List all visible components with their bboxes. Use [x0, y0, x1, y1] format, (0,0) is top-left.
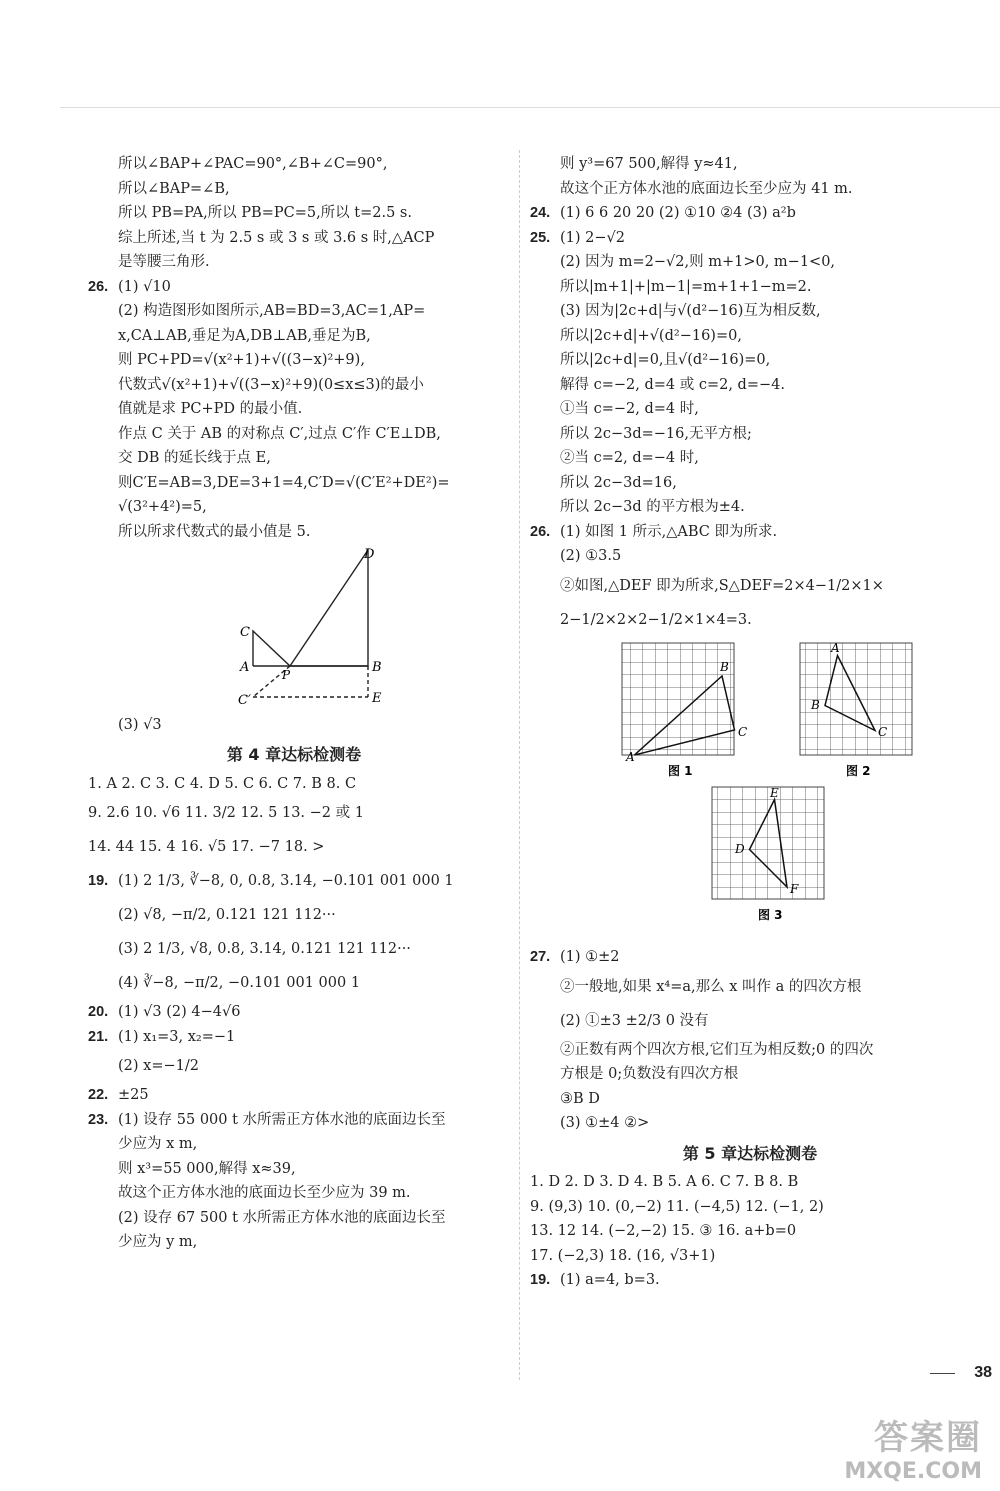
- text-line: (3) ①±4 ②>: [560, 1115, 650, 1131]
- text-line: 综上所述,当 t 为 2.5 s 或 3 s 或 3.6 s 时,△ACP: [118, 229, 435, 246]
- question-20: 20. (1) √3 (2) 4−4√6: [88, 1004, 241, 1020]
- text-line: (2) 构造图形如图所示,AB=BD=3,AC=1,AP=: [118, 303, 426, 319]
- text-line: 解得 c=−2, d=4 或 c=2, d=−4.: [560, 376, 785, 393]
- text-line: ②正数有两个四次方根,它们互为相反数;0 的四次: [560, 1041, 874, 1058]
- text-line: √(3²+4²)=5,: [118, 499, 207, 515]
- question-26: 26. (1) √10: [88, 275, 500, 300]
- text-line: ②一般地,如果 x⁴=a,那么 x 叫作 a 的四次方根: [560, 978, 862, 995]
- text-line: 则 x³=55 000,解得 x≈39,: [118, 1160, 296, 1177]
- question-19: 19. (1) 2 1/3, ∛−8, 0, 0.8, 3.14, −0.101 001 000 1: [88, 864, 500, 898]
- question-19: 19. (1) a=4, b=3.: [530, 1272, 660, 1288]
- svg-text:A: A: [831, 640, 840, 655]
- svg-text:C: C: [240, 625, 250, 640]
- text-line: 所以 2c−3d=−16,无平方根;: [560, 425, 752, 442]
- text-line: 值就是求 PC+PD 的最小值.: [118, 401, 303, 417]
- text-line: (2) 设存 67 500 t 水所需正方体水池的底面边长至: [118, 1209, 446, 1226]
- text-line: 则 y³=67 500,解得 y≈41,: [560, 156, 738, 172]
- svg-text:E: E: [372, 691, 382, 704]
- page-number: 38: [974, 1364, 992, 1381]
- grid-1: [622, 643, 734, 755]
- text-line: 所以所求代数式的最小值是 5.: [118, 523, 311, 540]
- grid-3: [712, 787, 824, 899]
- text-line: (3) √3: [118, 716, 162, 733]
- text-line: 所以 2c−3d 的平方根为±4.: [560, 499, 745, 515]
- answer-line: 9. (9,3) 10. (0,−2) 11. (−4,5) 12. (−1, 2): [530, 1198, 824, 1215]
- svg-text:D: D: [735, 841, 745, 856]
- text-line: ③B D: [560, 1090, 600, 1107]
- question-23: 23. (1) 设存 55 000 t 水所需正方体水池的底面边长至: [88, 1111, 446, 1128]
- chapter-5-heading: 第 5 章达标检测卷: [682, 1143, 818, 1163]
- question-22: 22. ±25: [88, 1087, 149, 1103]
- svg-text:D: D: [364, 547, 375, 562]
- text-line: 则 PC+PD=√(x²+1)+√((3−x)²+9),: [118, 352, 365, 368]
- text-line: ②当 c=2, d=−4 时,: [560, 450, 699, 466]
- text-line: 是等腰三角形.: [118, 254, 210, 270]
- text-line: 2−1/2×2×2−1/2×1×4=3.: [560, 611, 752, 628]
- question-number: 19.: [88, 873, 109, 889]
- text-line: (2) ①3.5: [560, 548, 622, 564]
- text-line: ②如图,△DEF 即为所求,S△DEF=2×4−1/2×1×: [560, 577, 884, 594]
- svg-text:P: P: [282, 668, 291, 682]
- grid-figures: [530, 637, 970, 937]
- text-line: 方根是 0;负数没有四次方根: [560, 1066, 739, 1082]
- right-column: [530, 152, 970, 1293]
- question-21: 21. (1) x₁=3, x₂=−1: [88, 1028, 236, 1045]
- question-26: 26. (1) 如图 1 所示,△ABC 即为所求.: [530, 523, 778, 540]
- text-line: (2) 因为 m=2−√2,则 m+1>0, m−1<0,: [560, 254, 836, 270]
- svg-text:E: E: [770, 785, 779, 800]
- watermark-logo: 答案圈 MXQE.COM: [844, 1418, 982, 1484]
- column-divider: [519, 150, 520, 1380]
- text-line: 少应为 y m,: [118, 1234, 198, 1250]
- text-line: 故这个正方体水池的底面边长至少应为 41 m.: [560, 180, 853, 197]
- question-24: 24. (1) 6 6 20 20 (2) ①10 ②4 (3) a²b: [530, 205, 796, 221]
- svg-text:A: A: [240, 660, 250, 675]
- svg-text:图 1: 图 1: [668, 763, 693, 778]
- text-line: ①当 c=−2, d=4 时,: [560, 401, 699, 417]
- answer-line: 17. (−2,3) 18. (16, √3+1): [530, 1247, 716, 1264]
- text-line: 作点 C 关于 AB 的对称点 C′,过点 C′作 C′E⊥DB,: [118, 425, 441, 442]
- text-line: 所以 2c−3d=16,: [560, 474, 677, 491]
- svg-text:B: B: [372, 660, 382, 675]
- text-line: 所以|2c+d|+√(d²−16)=0,: [560, 327, 742, 344]
- question-number: 26.: [88, 278, 109, 295]
- text-line: 所以∠BAP=∠B,: [118, 180, 230, 197]
- text-line: 代数式√(x²+1)+√((3−x)²+9)(0≤x≤3)的最小: [118, 376, 424, 393]
- answer-line: 1. A 2. C 3. C 4. D 5. C 6. C 7. B 8. C: [88, 775, 357, 792]
- question-27: 27. (1) ①±2: [530, 949, 620, 965]
- svg-text:C′: C′: [238, 693, 251, 704]
- answer-line: 1. D 2. D 3. D 4. B 5. A 6. C 7. B 8. B: [530, 1174, 799, 1190]
- text-line: 则C′E=AB=3,DE=3+1=4,C′D=√(C′E²+DE²)=: [118, 474, 450, 491]
- text-line: (4) ∛−8, −π/2, −0.101 001 000 1: [118, 975, 361, 991]
- text-line: 所以 PB=PA,所以 PB=PC=5,所以 t=2.5 s.: [118, 205, 412, 221]
- svg-text:B: B: [720, 659, 729, 674]
- text-line: (3) 2 1/3, √8, 0.8, 3.14, 0.121 121 112···: [118, 941, 411, 957]
- footer-rule: [930, 1373, 955, 1374]
- svg-text:F: F: [790, 881, 799, 896]
- svg-text:图 3: 图 3: [758, 907, 783, 922]
- svg-text:B: B: [811, 697, 820, 712]
- svg-text:图 2: 图 2: [846, 763, 871, 778]
- text-line: 所以∠BAP+∠PAC=90°,∠B+∠C=90°,: [118, 156, 388, 172]
- chapter-4-heading: 第 4 章达标检测卷: [226, 745, 362, 764]
- text-line: 少应为 x m,: [118, 1136, 198, 1152]
- text-line: 交 DB 的延长线于点 E,: [118, 450, 271, 466]
- svg-text:C: C: [738, 724, 748, 739]
- text-line: (2) ①±3 ±2/3 0 没有: [560, 1012, 709, 1029]
- answer-line: 14. 44 15. 4 16. √5 17. −7 18. >: [88, 839, 325, 855]
- svg-text:A: A: [626, 749, 635, 764]
- answer-line: 13. 12 14. (−2,−2) 15. ③ 16. a+b=0: [530, 1223, 797, 1239]
- svg-text:C: C: [878, 724, 888, 739]
- top-rule: [60, 107, 1000, 108]
- text-line: (2) x=−1/2: [118, 1058, 199, 1074]
- text-line: 所以|2c+d|=0,且√(d²−16)=0,: [560, 352, 771, 368]
- text-line: 所以|m+1|+|m−1|=m+1+1−m=2.: [560, 278, 812, 295]
- left-column: [88, 152, 500, 1255]
- answer-line: 9. 2.6 10. √6 11. 3/2 12. 5 13. −2 或 1: [88, 805, 364, 821]
- question-25: 25. (1) 2−√2: [530, 229, 625, 246]
- text-line: x,CA⊥AB,垂足为A,DB⊥AB,垂足为B,: [118, 327, 371, 344]
- text-line: (2) √8, −π/2, 0.121 121 112···: [118, 907, 336, 923]
- geometry-figure-cpd: [88, 544, 500, 704]
- text-line: 故这个正方体水池的底面边长至少应为 39 m.: [118, 1185, 411, 1201]
- text-line: (3) 因为|2c+d|与√(d²−16)互为相反数,: [560, 303, 821, 319]
